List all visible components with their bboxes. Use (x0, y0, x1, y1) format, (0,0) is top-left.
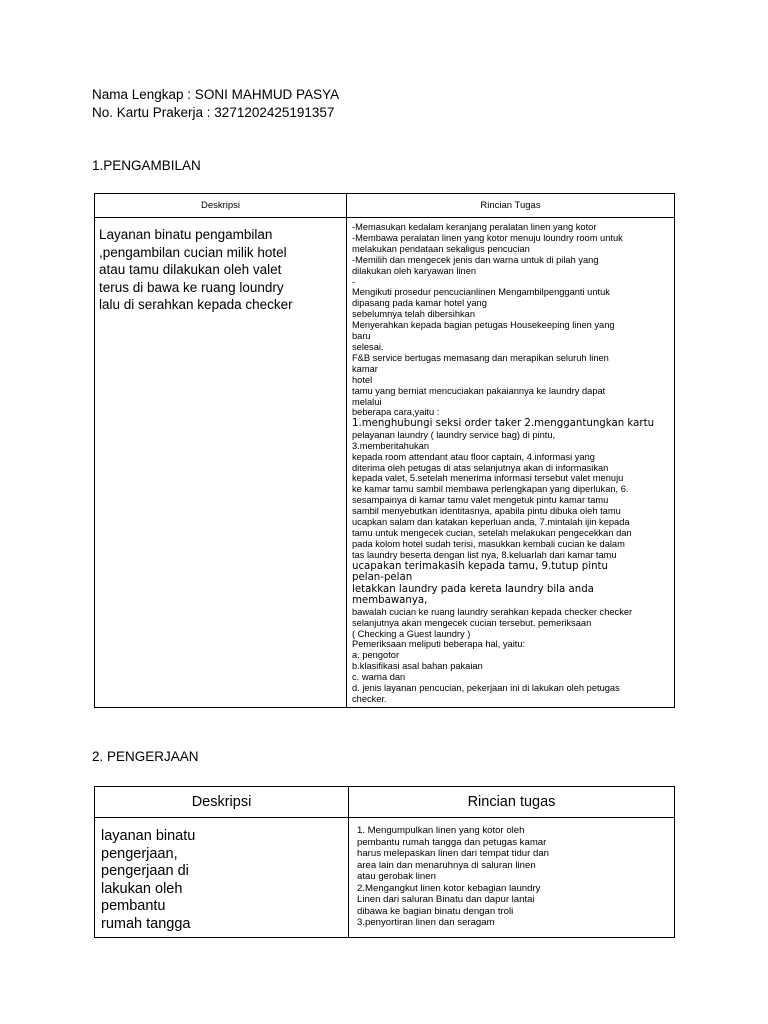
task-detail-line: ke kamar tamu sambil membawa perlengkapan yang diperlukan, 6. (352, 484, 629, 495)
task-detail-line: kepada room attendant atau floor captain, 4.informasi yang (352, 451, 595, 462)
task-detail-line: tamu untuk mengecek cucian, setelah melakukan pengecekkan dan (352, 527, 632, 538)
task-detail-line: sambil menyebutkan identitasnya, apabila pintu dibuka oleh tamu (352, 506, 621, 517)
task-detail-line: selanjutnya akan mengecek cucian tersebut. pemeriksaan (352, 617, 592, 628)
task-detail-line: melalui (352, 396, 382, 407)
table-row (95, 818, 675, 938)
table-row (95, 218, 675, 708)
task-detail-line: 2.Mengangkut linen kotor kebagian laundry (357, 882, 541, 894)
pengerjaan-table (94, 786, 675, 938)
description-line: lakukan oleh (101, 880, 183, 897)
description-line: pembantu (101, 898, 166, 914)
task-detail-line: Linen dari saluran Binatu dan dapur lantai (357, 894, 535, 905)
description-line: lalu di serahkan kepada checker (99, 297, 293, 312)
task-detail-line: beberapa cara,yaitu : (352, 407, 440, 418)
column-header-rincian-tugas: Rincian Tugas (347, 194, 675, 218)
description-line: pengerjaan di (101, 863, 189, 879)
description-line: ,pengambilan cucian milik hotel (99, 244, 287, 260)
task-detail-line: pembantu rumah tangga dan petugas kamar (357, 836, 547, 848)
task-detail-cell (347, 218, 675, 708)
pengambilan-table (94, 193, 675, 708)
task-detail-text (352, 222, 670, 705)
section-heading-pengerjaan: 2. PENGERJAAN (92, 749, 199, 764)
task-detail-line: - (352, 276, 356, 287)
task-detail-line: -Memasukan kedalam keranjang peralatan linen yang kotor (352, 222, 597, 232)
description-line: rumah tangga (101, 915, 191, 932)
task-detail-line: d. jenis layanan pencucian, pekerjaan ini di lakukan oleh petugas (352, 683, 620, 694)
task-detail-line: a. pengotor (352, 650, 400, 661)
task-detail-line: Mengikuti prosedur pencucianlinen Mengambilpengganti untuk (352, 287, 610, 298)
task-detail-line: selesai. (352, 341, 384, 352)
task-detail-line: sebelumnya telah dibersihkan (352, 309, 476, 320)
task-detail-line: tas laundry beserta dengan list nya, 8.keluarlah dari kamar tamu (352, 549, 617, 560)
task-detail-line: 1. Mengumpulkan linen yang kotor oleh (357, 825, 525, 836)
task-detail-line: c. warna dan (352, 672, 406, 683)
column-header-rincian-tugas: Rincian tugas (349, 787, 675, 818)
task-detail-line: sesampainya di kamar tamu valet mengetuk pintu kamar tamu (352, 495, 609, 506)
table-header-row (95, 194, 675, 218)
description-text (99, 226, 342, 314)
description-line: layanan binatu (101, 828, 196, 844)
task-detail-line: letakkan laundry pada kereta laundry bila anda (352, 583, 594, 595)
task-detail-line: checker. (352, 693, 387, 704)
task-detail-line: melakukan pendataan sekaligus pencucian (352, 243, 530, 254)
description-line: terus di bawa ke ruang loundry (99, 279, 284, 295)
task-detail-line: dipasang pada kamar hotel yang (352, 298, 487, 309)
task-detail-line: baru (352, 331, 371, 342)
task-detail-line: pelan-pelan (352, 572, 413, 584)
column-header-deskripsi: Deskripsi (95, 787, 349, 818)
task-detail-line: dilakukan oleh karyawan linen (352, 265, 477, 276)
task-detail-line: b.klasifikasi asal bahan pakaian (352, 661, 483, 672)
task-detail-line: -Membawa peralatan linen yang kotor menuju loundry room untuk (352, 232, 623, 243)
column-header-deskripsi: Deskripsi (95, 194, 347, 218)
task-detail-line: 3.memberitahukan (352, 440, 429, 451)
task-detail-line: harus melepaskan linen dari tempat tidur dan (357, 848, 549, 859)
task-detail-line: -Memilih dan mengecek jenis dan warna untuk di pilah yang (352, 254, 599, 265)
full-name-line: Nama Lengkap : SONI MAHMUD PASYA (92, 87, 340, 102)
task-detail-line: dibawa ke bagian binatu dengan troli (357, 905, 514, 917)
task-detail-line: tamu yang berniat mencuciakan pakaiannya ke laundry dapat (352, 385, 606, 396)
task-detail-line: membawanya, (352, 595, 428, 607)
section-heading-pengambilan: 1.PENGAMBILAN (92, 158, 201, 173)
task-detail-line: 3.penyortiran linen dan seragam (357, 917, 495, 928)
task-detail-line: hotel (352, 374, 373, 385)
table-header-row (95, 787, 675, 818)
task-detail-line: ucapkan salam dan katakan keperluan anda, 7.mintalah ijin kepada (352, 517, 630, 528)
task-detail-line: F&B service bertugas memasang dan merapikan seluruh linen (352, 352, 609, 363)
task-detail-line: bawalah cucian ke ruang laundry serahkan kepada checker checker (352, 606, 633, 617)
task-detail-text (357, 825, 670, 929)
task-detail-line: ( Checking a Guest laundry ) (352, 628, 471, 639)
task-detail-line: pada kolom hotel sudah terisi, masukkan kembali cucian ke dalam (352, 538, 625, 549)
description-line: Layanan binatu pengambilan (99, 227, 273, 242)
task-detail-line: 1.menghubungi seksi order taker 2.menggantungkan kartu (352, 418, 655, 430)
task-detail-line: area lain dan menaruhnya di saluran linen (357, 859, 536, 871)
task-detail-line: ucapakan terimakasih kepada tamu, 9.tutup pintu (352, 560, 608, 572)
task-detail-line: Menyerahkan kepada bagian petugas Housekeeping linen yang (352, 320, 615, 331)
description-text (101, 828, 344, 933)
prakerja-card-line: No. Kartu Prakerja : 3271202425191357 (92, 105, 335, 120)
task-detail-line: Pemeriksaan meliputi beberapa hal, yaitu: (352, 639, 526, 650)
description-line: pengerjaan, (101, 845, 178, 862)
description-line: atau tamu dilakukan oleh valet (99, 262, 282, 277)
task-detail-cell (349, 818, 675, 938)
description-cell (95, 818, 349, 938)
task-detail-line: kamar (352, 363, 378, 374)
description-cell (95, 218, 347, 708)
task-detail-line: atau gerobak linen (357, 871, 436, 882)
task-detail-line: pelayanan laundry ( laundry service bag) di pintu, (352, 429, 556, 440)
task-detail-line: diterima oleh petugas di atas selanjutnya akan di informasikan (352, 462, 609, 473)
task-detail-line: kepada valet, 5.setelah menerima informasi tersebut valet menuju (352, 473, 624, 484)
